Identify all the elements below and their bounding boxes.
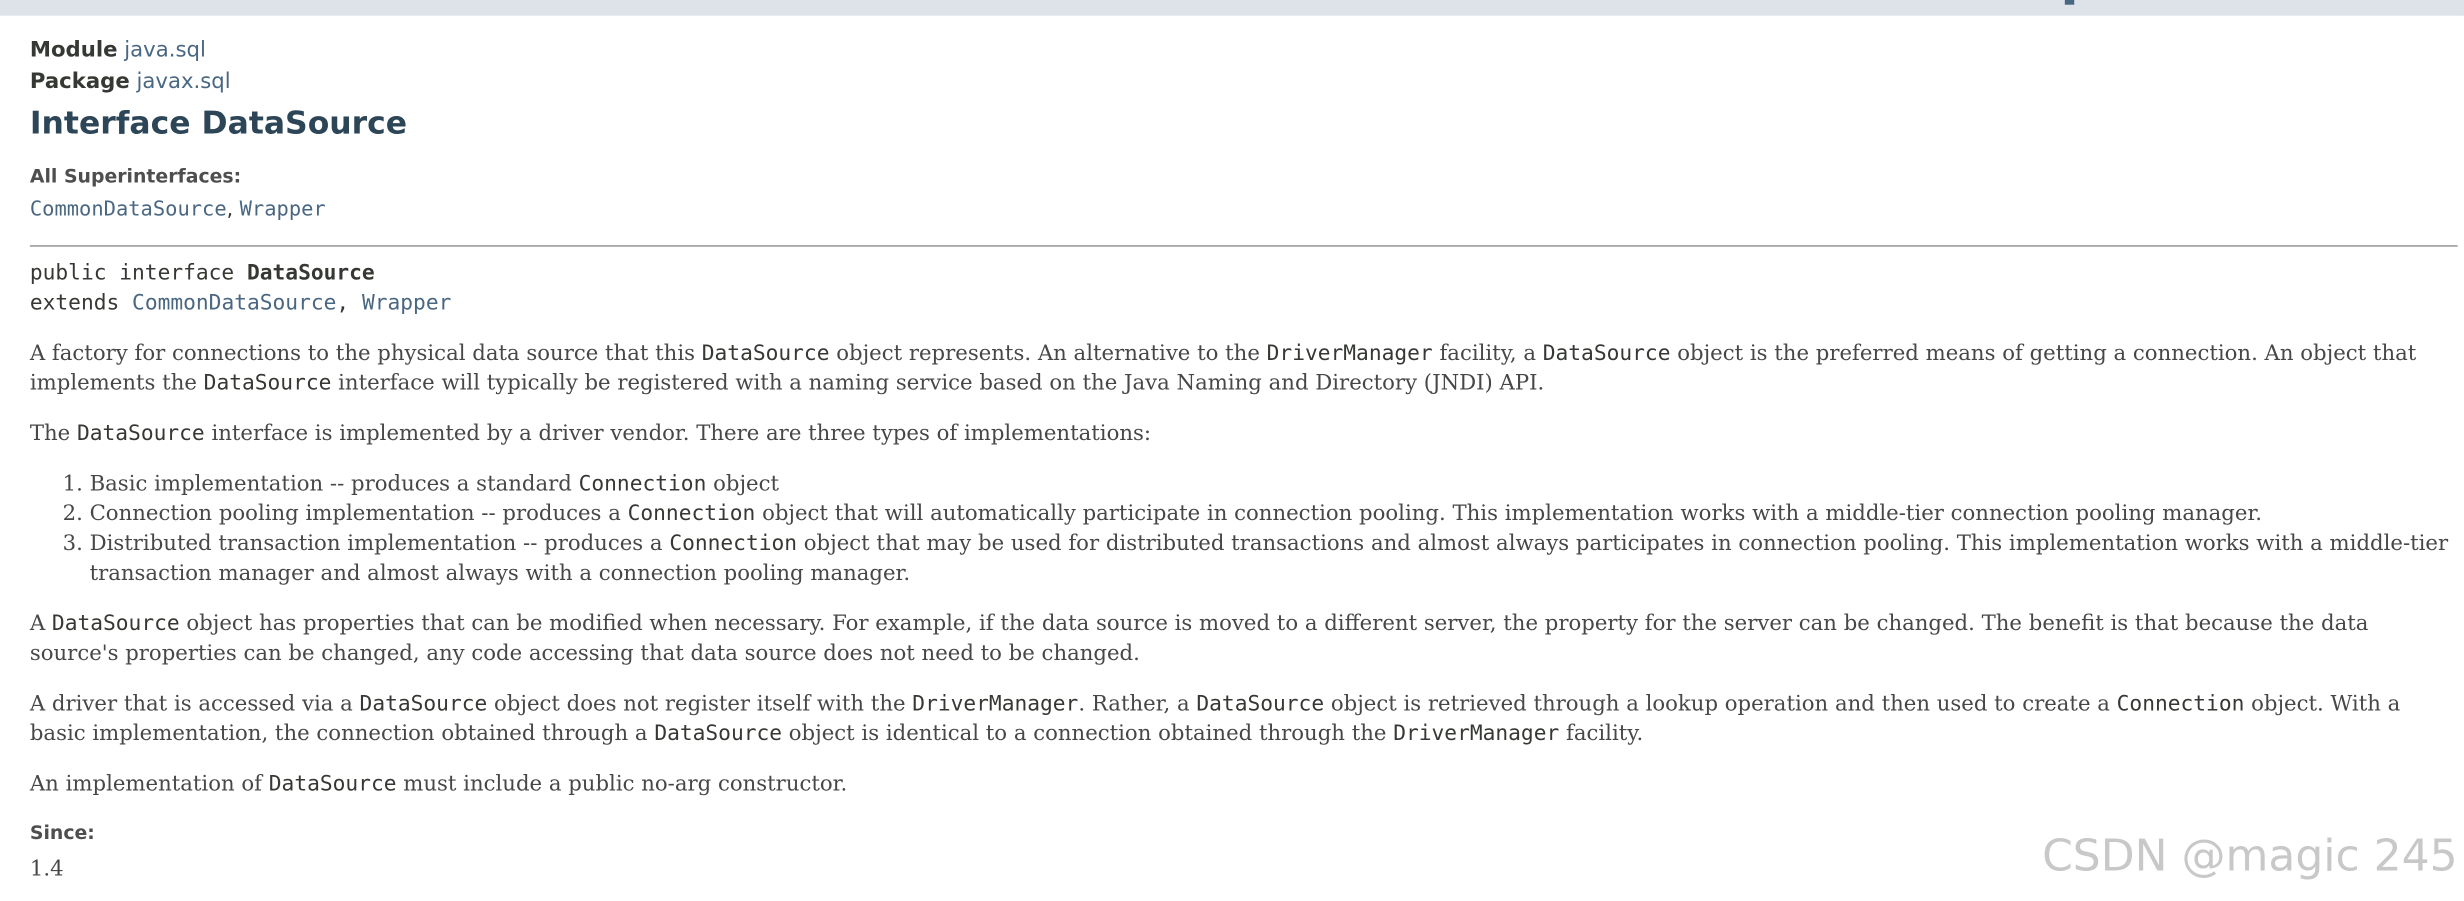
description-paragraph — [30, 339, 2458, 399]
text: object that will automatically participate in connection pooling. This implementation works with a middle-tier connection pooling manager. — [755, 501, 2263, 527]
top-navigation-bar — [0, 0, 2464, 16]
list-separator: , — [336, 290, 362, 316]
text: object is identical to a connection obtained through the — [782, 721, 1394, 747]
implementation-types-list — [30, 470, 2458, 589]
text: object does not register itself with the — [487, 691, 913, 717]
text: object is retrieved through a lookup operation and then used to create a — [1324, 691, 2117, 717]
text: Connection pooling implementation -- produces a — [89, 501, 628, 527]
list-separator: , — [226, 197, 240, 222]
text: object. With a basic implementation, the connection obtained through a — [29, 691, 2401, 747]
code-drivermanager: DriverManager — [1393, 721, 1560, 747]
text: object — [706, 471, 779, 497]
superinterface-link-commondatasource[interactable]: CommonDataSource — [29, 197, 227, 222]
text: An implementation of — [29, 771, 269, 797]
superinterfaces-list — [30, 198, 2458, 223]
text: A driver that is accessed via a — [29, 691, 360, 717]
module-link[interactable]: java.sql — [124, 37, 206, 63]
code-connection: Connection — [578, 471, 707, 497]
text: object represents. An alternative to the — [829, 340, 1267, 367]
superinterfaces-section — [30, 163, 2458, 223]
list-item — [90, 500, 2458, 530]
description-paragraph — [30, 770, 2458, 800]
text: The — [29, 421, 77, 447]
package-line — [30, 66, 2458, 97]
code-datasource: DataSource — [203, 370, 332, 396]
text: interface is implemented by a driver vendor. There are three types of implementations: — [204, 421, 1152, 447]
text: facility, a — [1432, 340, 1543, 367]
package-link[interactable]: javax.sql — [136, 69, 231, 95]
code-connection: Connection — [2116, 691, 2245, 717]
description-paragraph — [30, 690, 2458, 750]
text: Distributed transaction implementation -- produces a — [89, 531, 670, 557]
text: object is the preferred means of getting a connection. An object that implements the — [29, 340, 2417, 396]
text: . Rather, a — [1078, 691, 1197, 717]
code-drivermanager: DriverManager — [1266, 340, 1433, 367]
section-divider — [30, 245, 2458, 247]
text: object has properties that can be modified when necessary. For example, if the data source is moved to a different server, the property for the server can be changed. The benefit is that because the data source's properties can be changed, any code accessing that data source does not need to be changed. — [29, 611, 2369, 667]
code-datasource: DataSource — [51, 611, 180, 637]
text: must include a public no-arg constructor. — [396, 771, 848, 797]
type-signature — [30, 259, 2458, 319]
module-line — [30, 35, 2458, 66]
signature-extends-keyword: extends — [29, 290, 133, 316]
code-datasource: DataSource — [268, 771, 397, 797]
since-label: Since: — [29, 821, 95, 844]
text: A factory for connections to the physical data source that this — [29, 340, 702, 367]
code-datasource: DataSource — [76, 421, 205, 447]
module-label: Module — [29, 37, 118, 63]
code-drivermanager: DriverManager — [912, 691, 1079, 717]
code-datasource: DataSource — [359, 691, 488, 717]
list-item — [90, 470, 2458, 500]
class-description — [30, 339, 2458, 799]
csdn-watermark: CSDN @magic 245 — [2042, 829, 2458, 882]
signature-modifiers: public interface — [29, 260, 247, 286]
page-title: Interface DataSource — [29, 103, 408, 142]
package-label: Package — [29, 69, 130, 95]
extends-link-commondatasource[interactable]: CommonDataSource — [132, 290, 337, 316]
since-value: 1.4 — [29, 856, 64, 882]
code-datasource: DataSource — [1196, 691, 1325, 717]
description-paragraph — [30, 420, 2458, 450]
code-datasource: DataSource — [654, 721, 783, 747]
text: facility. — [1559, 721, 1644, 747]
code-connection: Connection — [669, 531, 798, 557]
code-connection: Connection — [627, 501, 756, 527]
text: A — [29, 611, 52, 637]
superinterfaces-label: All Superinterfaces: — [29, 164, 242, 187]
signature-type-name: DataSource — [246, 260, 375, 286]
text: interface will typically be registered with a naming service based on the Java Naming and Directory (JNDI) API. — [331, 370, 1545, 396]
nav-link-fragment[interactable] — [2065, 0, 2074, 5]
code-datasource: DataSource — [1542, 340, 1671, 367]
description-paragraph — [30, 610, 2458, 670]
main-content — [30, 35, 2458, 885]
text: Basic implementation -- produces a standard — [89, 471, 579, 497]
text: object that may be used for distributed transactions and almost always participates in connection pooling. This implementation works with a middle-tier transaction manager and almost always with a connection pooling manager. — [89, 531, 2449, 587]
extends-link-wrapper[interactable]: Wrapper — [361, 290, 452, 316]
list-item — [90, 530, 2458, 590]
code-datasource: DataSource — [701, 340, 830, 367]
superinterface-link-wrapper[interactable]: Wrapper — [239, 197, 326, 222]
